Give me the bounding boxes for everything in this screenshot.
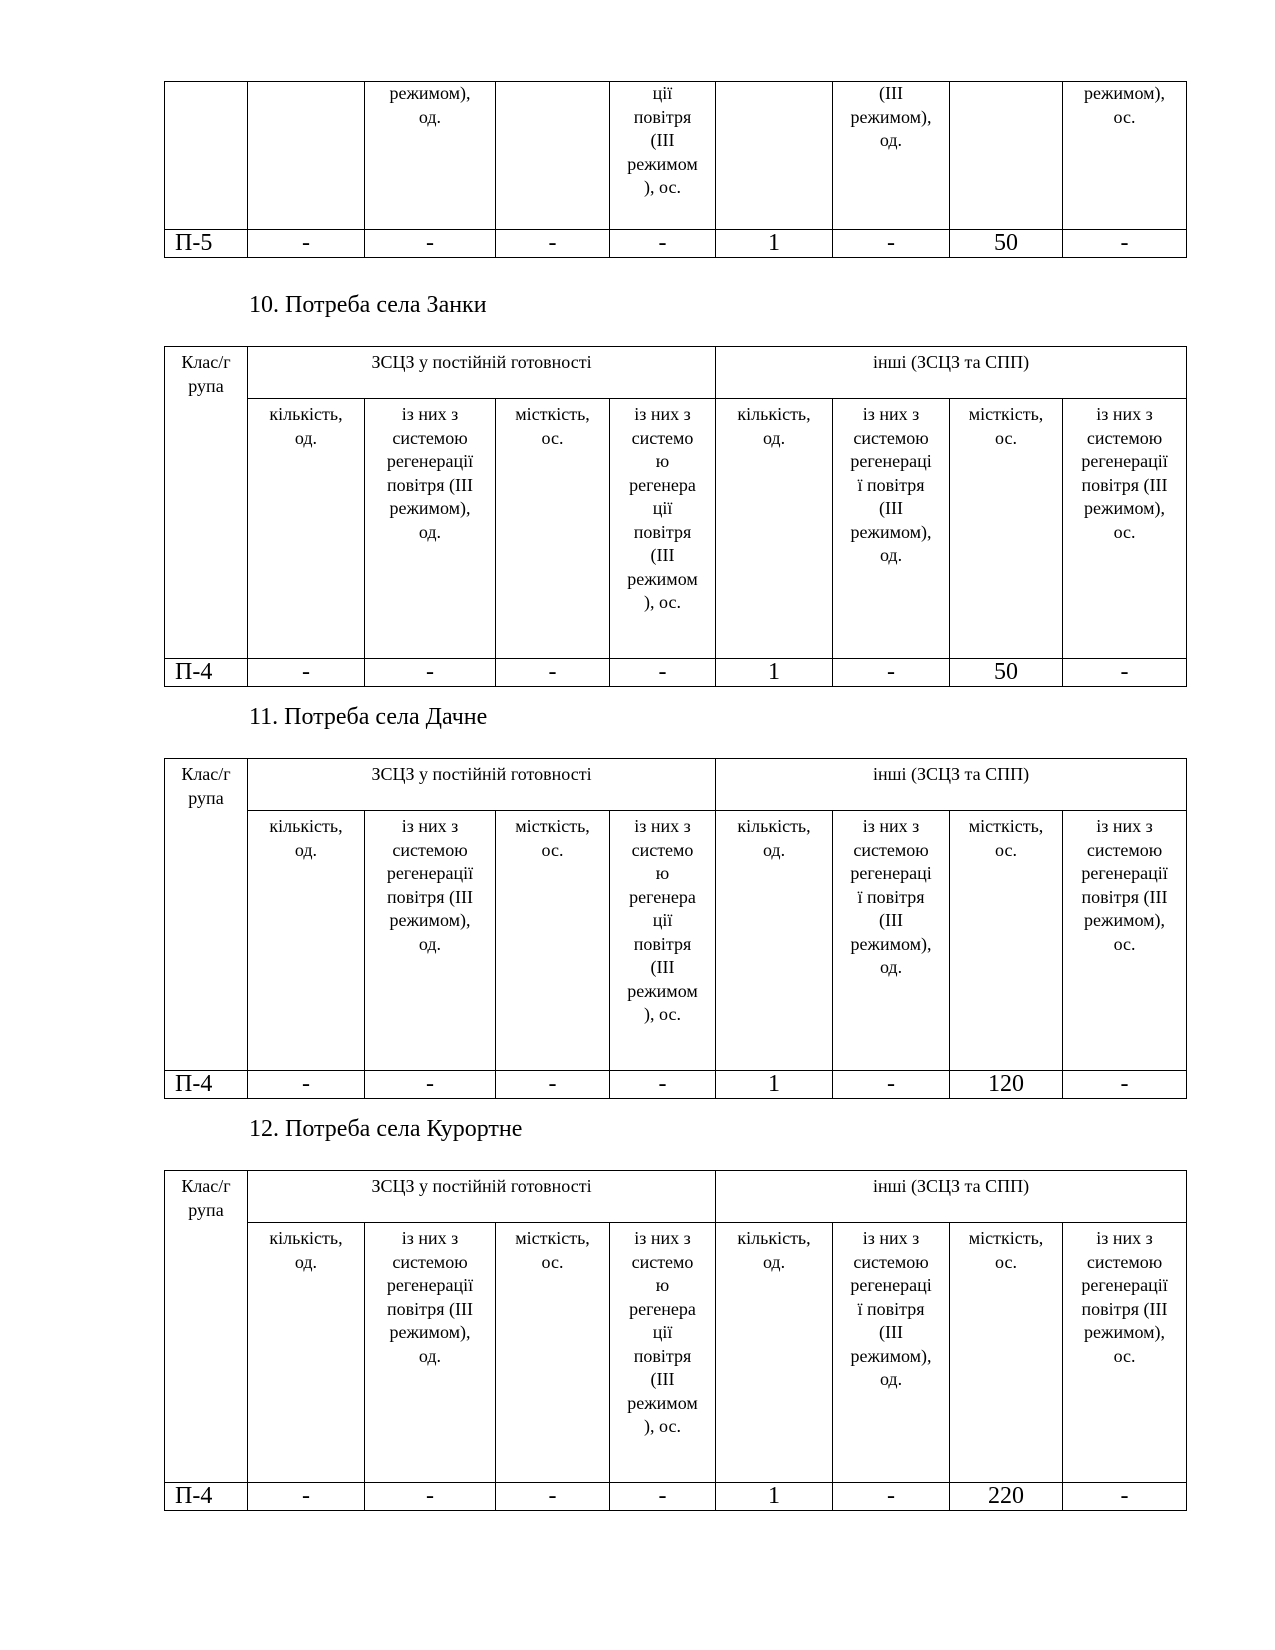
needs-table bbox=[164, 346, 1187, 687]
value-cell: - bbox=[610, 1071, 716, 1099]
value-cell: - bbox=[1063, 1071, 1187, 1099]
carry-header-cell bbox=[248, 82, 365, 230]
class-group-header: Клас/г рупа bbox=[165, 347, 248, 659]
value-cell: - bbox=[248, 659, 365, 687]
group-permanent-header: ЗСЦЗ у постійній готовності bbox=[248, 347, 716, 399]
column-header: кількість, од. bbox=[716, 399, 833, 659]
group-permanent-header: ЗСЦЗ у постійній готовності bbox=[248, 1171, 716, 1223]
needs-table bbox=[164, 758, 1187, 1099]
value-cell: 1 bbox=[716, 230, 833, 258]
value-cell: - bbox=[610, 230, 716, 258]
value-cell: 50 bbox=[950, 230, 1063, 258]
carry-header-cell bbox=[950, 82, 1063, 230]
column-header: кількість, од. bbox=[248, 399, 365, 659]
value-cell: - bbox=[365, 230, 496, 258]
group-permanent-header: ЗСЦЗ у постійній готовності bbox=[248, 759, 716, 811]
class-cell: П-4 bbox=[165, 1071, 248, 1099]
class-group-header: Клас/г рупа bbox=[165, 759, 248, 1071]
value-cell: - bbox=[496, 659, 610, 687]
class-cell: П-4 bbox=[165, 659, 248, 687]
column-header: із них з системою регенераці ї повітря (III режимом), од. bbox=[833, 811, 950, 1071]
section-heading: 10. Потреба села Занки bbox=[249, 292, 487, 318]
table-row bbox=[165, 1483, 1187, 1511]
value-cell: - bbox=[248, 230, 365, 258]
value-cell: - bbox=[833, 230, 950, 258]
carry-header-cell bbox=[496, 82, 610, 230]
carry-header-cell bbox=[716, 82, 833, 230]
value-cell: 50 bbox=[950, 659, 1063, 687]
value-cell: - bbox=[496, 1071, 610, 1099]
value-cell: - bbox=[610, 659, 716, 687]
value-cell: - bbox=[496, 230, 610, 258]
column-header: із них з системою регенерації повітря (III режимом), од. bbox=[365, 399, 496, 659]
value-cell: 1 bbox=[716, 659, 833, 687]
value-cell: - bbox=[833, 1483, 950, 1511]
table-row bbox=[165, 659, 1187, 687]
carry-header-cell: ції повітря (III режимом ), ос. bbox=[610, 82, 716, 230]
value-cell: 120 bbox=[950, 1071, 1063, 1099]
section-heading: 12. Потреба села Курортне bbox=[249, 1116, 523, 1142]
carry-header-cell bbox=[165, 82, 248, 230]
value-cell: - bbox=[833, 659, 950, 687]
column-header: місткість, ос. bbox=[950, 399, 1063, 659]
group-header-row bbox=[165, 1171, 1187, 1223]
column-header: місткість, ос. bbox=[950, 811, 1063, 1071]
carry-header-row bbox=[165, 82, 1187, 230]
value-cell: - bbox=[365, 1483, 496, 1511]
column-header: кількість, од. bbox=[248, 1223, 365, 1483]
column-header: із них з системо ю регенера ції повітря (III режимом ), ос. bbox=[610, 811, 716, 1071]
value-cell: - bbox=[833, 1071, 950, 1099]
table-row bbox=[165, 230, 1187, 258]
column-header: місткість, ос. bbox=[950, 1223, 1063, 1483]
column-header-row bbox=[165, 811, 1187, 1071]
column-header: місткість, ос. bbox=[496, 1223, 610, 1483]
carry-header-cell: режимом), ос. bbox=[1063, 82, 1187, 230]
column-header: кількість, од. bbox=[248, 811, 365, 1071]
class-cell: П-4 bbox=[165, 1483, 248, 1511]
value-cell: - bbox=[1063, 659, 1187, 687]
column-header: із них з системою регенерації повітря (III режимом), од. bbox=[365, 1223, 496, 1483]
group-other-header: інші (ЗСЦЗ та СПП) bbox=[716, 347, 1187, 399]
value-cell: 1 bbox=[716, 1071, 833, 1099]
column-header-row bbox=[165, 399, 1187, 659]
value-cell: - bbox=[1063, 230, 1187, 258]
value-cell: 220 bbox=[950, 1483, 1063, 1511]
column-header: місткість, ос. bbox=[496, 811, 610, 1071]
column-header: кількість, од. bbox=[716, 811, 833, 1071]
class-cell: П-5 bbox=[165, 230, 248, 258]
table-row bbox=[165, 1071, 1187, 1099]
class-group-header: Клас/г рупа bbox=[165, 1171, 248, 1483]
column-header: місткість, ос. bbox=[496, 399, 610, 659]
value-cell: 1 bbox=[716, 1483, 833, 1511]
group-other-header: інші (ЗСЦЗ та СПП) bbox=[716, 1171, 1187, 1223]
group-header-row bbox=[165, 347, 1187, 399]
value-cell: - bbox=[365, 1071, 496, 1099]
carry-table bbox=[164, 81, 1187, 258]
value-cell: - bbox=[365, 659, 496, 687]
value-cell: - bbox=[1063, 1483, 1187, 1511]
section-heading: 11. Потреба села Дачне bbox=[249, 704, 488, 730]
value-cell: - bbox=[248, 1483, 365, 1511]
value-cell: - bbox=[610, 1483, 716, 1511]
column-header: кількість, од. bbox=[716, 1223, 833, 1483]
carry-header-cell: (III режимом), од. bbox=[833, 82, 950, 230]
group-other-header: інші (ЗСЦЗ та СПП) bbox=[716, 759, 1187, 811]
group-header-row bbox=[165, 759, 1187, 811]
column-header: із них з системою регенерації повітря (III режимом), ос. bbox=[1063, 399, 1187, 659]
column-header: із них з системою регенерації повітря (III режимом), ос. bbox=[1063, 1223, 1187, 1483]
value-cell: - bbox=[248, 1071, 365, 1099]
value-cell: - bbox=[496, 1483, 610, 1511]
column-header-row bbox=[165, 1223, 1187, 1483]
carry-header-cell: режимом), од. bbox=[365, 82, 496, 230]
needs-table bbox=[164, 1170, 1187, 1511]
column-header: із них з системою регенерації повітря (III режимом), од. bbox=[365, 811, 496, 1071]
column-header: із них з системою регенераці ї повітря (III режимом), од. bbox=[833, 399, 950, 659]
column-header: із них з системо ю регенера ції повітря (III режимом ), ос. bbox=[610, 399, 716, 659]
column-header: із них з системою регенерації повітря (III режимом), ос. bbox=[1063, 811, 1187, 1071]
column-header: із них з системою регенераці ї повітря (III режимом), од. bbox=[833, 1223, 950, 1483]
column-header: із них з системо ю регенера ції повітря (III режимом ), ос. bbox=[610, 1223, 716, 1483]
